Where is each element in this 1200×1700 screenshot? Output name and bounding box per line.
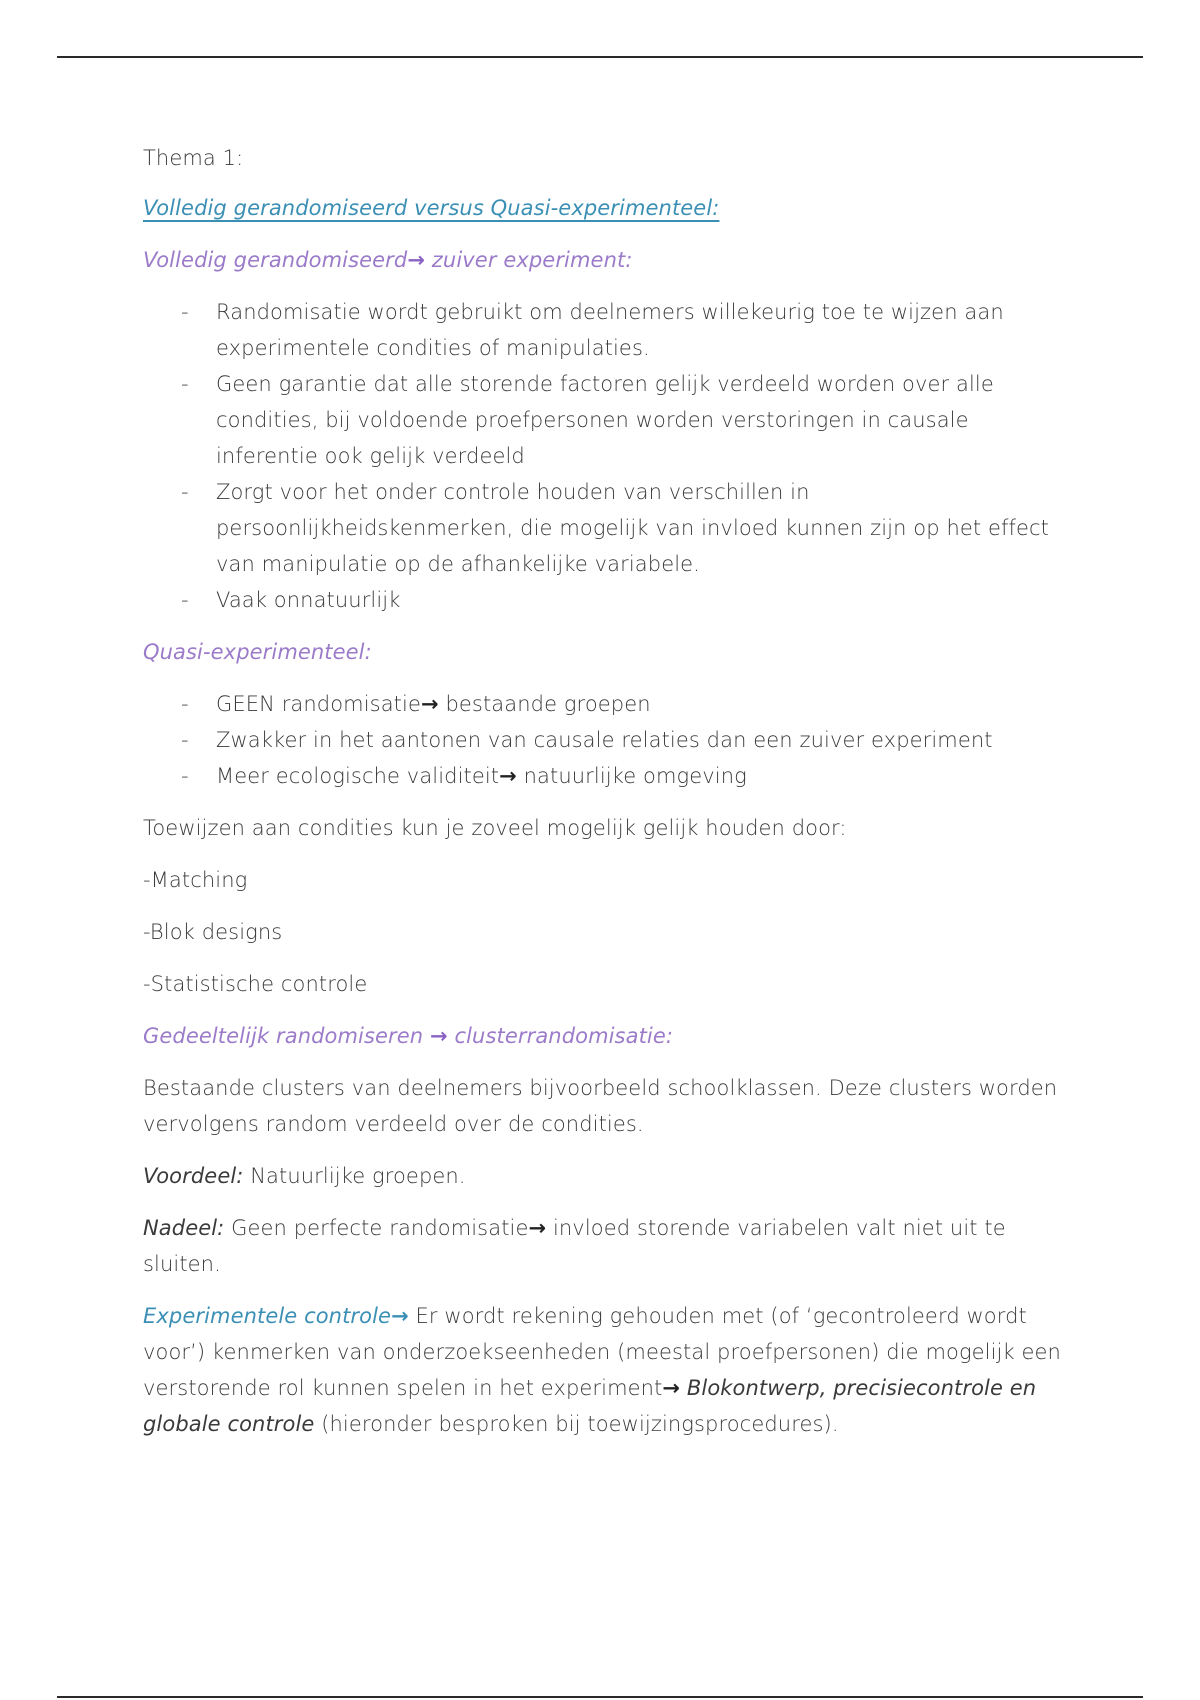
list-item: - Meer ecologische validiteit→ natuurlijke omgeving [143,758,1073,794]
list-item: - Geen garantie dat alle storende factoren gelijk verdeeld worden over alle condities, bij voldoende proefpersonen worden verstoringen in causale inferentie ook gelijk verdeeld [143,366,1073,474]
document-body [143,140,1073,1458]
randomised-bullet-list [143,294,1073,618]
section-heading-cluster: Gedeeltelijk randomiseren → clusterrandomisatie: [143,1024,674,1048]
quasi-bullet-list [143,686,1073,794]
list-item: - Vaak onnatuurlijk [143,582,1073,618]
list-item: - Zwakker in het aantonen van causale relaties dan een zuiver experiment [143,722,1073,758]
arrow-icon: → [391,1304,409,1328]
list-item: - GEEN randomisatie→ bestaande groepen [143,686,1073,722]
toewijzen-paragraph: Toewijzen aan condities kun je zoveel mogelijk gelijk houden door: [143,816,847,840]
bottom-rule [57,1696,1143,1698]
experimental-control-heading: Experimentele controle [143,1304,392,1328]
cluster-paragraph: Bestaande clusters van deelnemers bijvoorbeeld schoolklassen. Deze clusters worden vervolgens random verdeeld over de condities. [143,1076,1058,1136]
nadeel-paragraph: Nadeel: Geen perfecte randomisatie→ invloed storende variabelen valt niet uit te sluiten. [143,1216,1006,1276]
heading-link[interactable]: Volledig gerandomiseerd versus Quasi-experimenteel: [143,196,720,220]
voordeel-paragraph: Voordeel: Natuurlijke groepen. [143,1164,466,1188]
top-rule [57,56,1143,58]
method-item: -Statistische controle [143,972,368,996]
arrow-icon: → [407,248,426,272]
list-item: - Randomisatie wordt gebruikt om deelnemers willekeurig toe te wijzen aan experimentele condities of manipulaties. [143,294,1073,366]
arrow-icon: → [420,692,439,716]
method-item: -Matching [143,868,248,892]
experimental-control-paragraph: Experimentele controle→ Er wordt rekening gehouden met (of ‘gecontroleerd wordt voor’) kenmerken van onderzoekseenheden (meestal proefpersonen) die mogelijk een verstorende rol kunnen spelen in het experiment→ Blokontwerp, precisiecontrole en globale controle (hieronder besproken bij toewijzingsprocedures). [143,1304,1061,1436]
arrow-icon: → [662,1376,681,1400]
page-title: Thema 1: [143,146,244,170]
method-item: -Blok designs [143,920,283,944]
section-heading-randomised: Volledig gerandomiseerd→ zuiver experiment: [143,248,633,272]
arrow-icon: → [429,1024,448,1048]
arrow-icon: → [499,764,517,788]
arrow-icon: → [528,1216,547,1240]
section-heading-quasi: Quasi-experimenteel: [143,640,372,664]
main-heading [143,190,1073,226]
list-item: - Zorgt voor het onder controle houden van verschillen in persoonlijkheidskenmerken, die mogelijk van invloed kunnen zijn op het effect van manipulatie op de afhankelijke variabele. [143,474,1073,582]
